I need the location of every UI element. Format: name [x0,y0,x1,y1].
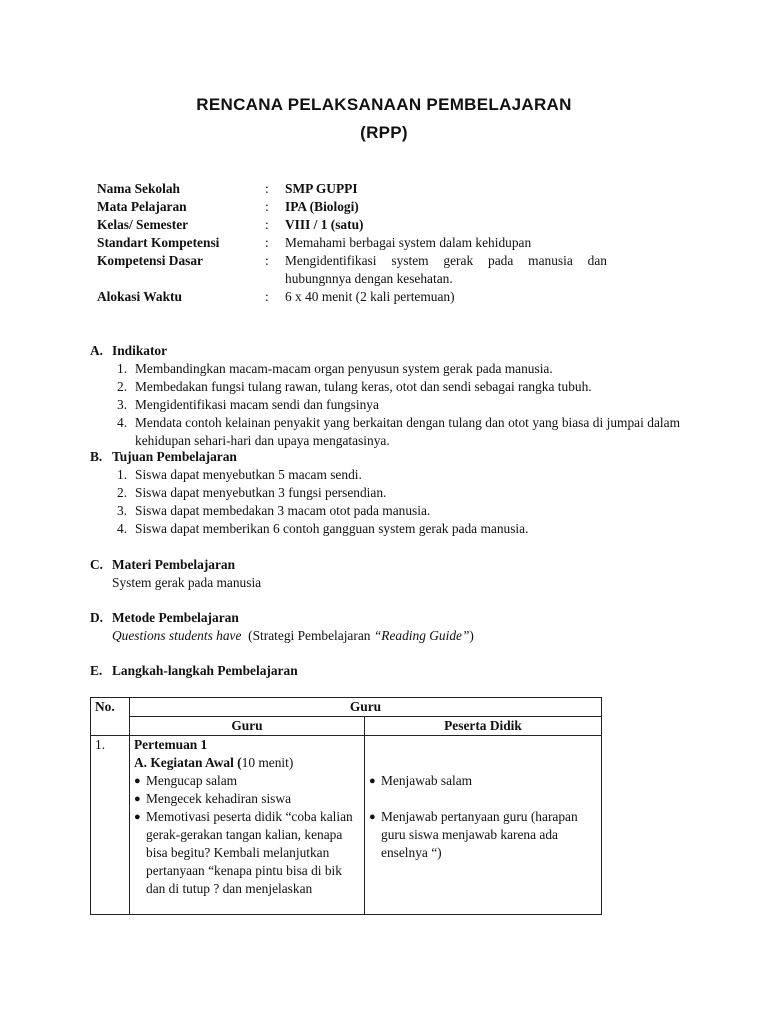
guru-cell [130,736,365,915]
info-row-class [97,216,607,234]
section-metode [90,609,680,645]
info-label: Alokasi Waktu [97,289,182,304]
list-item [90,484,680,502]
document-subtitle: (RPP) [360,123,408,142]
info-row-subject [97,198,607,216]
info-colon: : [265,217,269,232]
list-number: 3. [117,503,128,518]
section-heading [90,556,680,574]
info-label: Kompetensi Dasar [97,253,204,268]
bullet-icon: ● [134,775,141,787]
list-text: Siswa dapat memberikan 6 contoh gangguan system gerak pada manusia. [135,521,529,536]
section-title: Materi Pembelajaran [112,557,236,572]
info-colon: : [265,181,269,196]
section-letter: C. [90,557,104,572]
list-number: 1. [117,361,128,376]
list-item [90,520,680,538]
info-value: Memahami berbagai system dalam kehidupan [285,235,532,250]
method-close: ) [469,628,474,643]
info-label: Kelas/ Semester [97,217,189,232]
section-heading [90,609,680,627]
section-materi [90,556,680,592]
list-item [90,502,680,520]
info-row-school [97,180,607,198]
info-colon: : [265,199,269,214]
section-body: System gerak pada manusia [112,575,262,590]
activity-duration: 10 menit) [241,755,294,770]
info-value: IPA (Biologi) [285,199,359,214]
list-number: 4. [117,521,128,536]
peserta-cell [365,736,602,915]
list-text: Siswa dapat membedakan 3 macam otot pada manusia. [135,503,431,518]
list-item [369,808,597,862]
info-value: SMP GUPPI [285,181,358,196]
header-no: No. [91,698,130,736]
header-guru-group: Guru [130,698,602,717]
bullet-icon: ● [134,793,141,805]
section-letter: A. [90,343,104,358]
spacer [369,754,597,772]
section-heading [90,342,680,360]
section-letter: E. [90,663,103,678]
list-text: Menjawab salam [381,773,473,788]
tujuan-list [90,466,680,538]
list-item [134,772,360,790]
info-colon: : [265,289,269,304]
section-title: Indikator [112,343,168,358]
activity-label: A. Kegiatan Awal ( [134,755,242,770]
list-number: 4. [117,415,128,430]
list-text: Memotivasi peserta didik “coba kalian gerak-gerakan tangan kalian, kenapa bisa begitu? Kembali melanjutkan pertanyaan “kenapa pintu bisa di bik dan di tutup ? dan menjelaskan [146,809,353,896]
indikator-list [90,360,680,450]
header-peserta: Peserta Didik [365,717,602,736]
row-number: 1. [91,736,130,915]
table-header-row [91,698,602,717]
list-item [369,772,597,790]
info-row-competence [97,252,607,288]
list-number: 2. [117,485,128,500]
activity-title [134,754,360,772]
section-indikator [90,342,680,450]
list-number: 3. [117,397,128,412]
section-title: Tujuan Pembelajaran [112,449,237,464]
header-guru: Guru [130,717,365,736]
list-item [90,360,680,378]
info-value: VIII / 1 (satu) [285,217,364,232]
section-langkah [90,662,680,680]
info-label: Nama Sekolah [97,181,180,196]
list-text: Membedakan fungsi tulang rawan, tulang keras, otot dan sendi sebagai rangka tubuh. [135,379,592,394]
spacer [369,790,597,808]
info-label: Standart Kompetensi [97,235,220,250]
info-colon: : [265,235,269,250]
section-tujuan [90,448,680,538]
section-body [90,627,680,645]
meeting-title: Pertemuan 1 [134,737,208,752]
steps-table [90,697,602,915]
method-name: Questions students have [112,628,242,643]
list-item [134,808,360,898]
list-text: Siswa dapat menyebutkan 3 fungsi persendian. [135,485,387,500]
bullet-icon: ● [369,775,376,787]
list-text: Mengucap salam [146,773,238,788]
list-number: 2. [117,379,128,394]
method-text: (Strategi Pembelajaran [241,628,374,643]
info-block [97,180,607,306]
bullet-icon: ● [369,811,376,823]
list-item [90,414,680,450]
info-value: Mengidentifikasi system gerak pada manusia dan hubungnnya dengan kesehatan. [285,253,607,286]
section-title: Metode Pembelajaran [112,610,239,625]
list-text: Mendata contoh kelainan penyakit yang berkaitan dengan tulang dan otot yang biasa di jumpai dalam kehidupan sehari-hari dan upaya mengatasinya. [135,415,680,448]
info-row-standard [97,234,607,252]
section-letter: D. [90,610,104,625]
list-text: Mengidentifikasi macam sendi dan fungsinya [135,397,379,412]
method-strategy: “Reading Guide” [373,628,470,643]
list-text: Mengecek kehadiran siswa [146,791,292,806]
spacer [369,736,597,754]
info-label: Mata Pelajaran [97,199,187,214]
section-letter: B. [90,449,103,464]
info-value: 6 x 40 menit (2 kali pertemuan) [285,289,455,304]
section-title: Langkah-langkah Pembelajaran [112,663,298,678]
list-text: Membandingkan macam-macam organ penyusun system gerak pada manusia. [135,361,553,376]
bullet-icon: ● [134,811,141,823]
info-row-time [97,288,607,306]
info-colon: : [265,253,269,268]
list-number: 1. [117,467,128,482]
section-heading [90,662,680,680]
table-row [91,736,602,915]
list-item [134,790,360,808]
document-title: RENCANA PELAKSANAAN PEMBELAJARAN [196,95,572,114]
list-text: Siswa dapat menyebutkan 5 macam sendi. [135,467,362,482]
list-text: Menjawab pertanyaan guru (harapan guru siswa menjawab karena ada enselnya “) [381,809,578,860]
list-item [90,466,680,484]
list-item [90,396,680,414]
list-item [90,378,680,396]
section-heading [90,448,680,466]
table-subheader-row [91,717,602,736]
